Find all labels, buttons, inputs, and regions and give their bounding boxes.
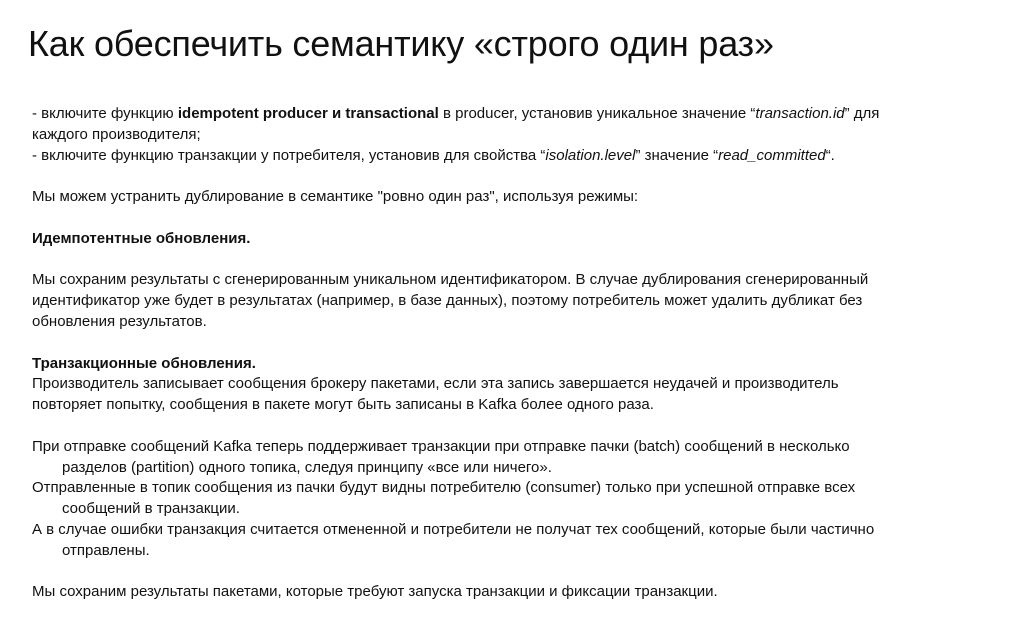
instruction-text: ” значение “ — [635, 146, 719, 164]
instruction-line-3 — [32, 146, 1007, 167]
spacer — [32, 166, 1007, 187]
slide-body — [32, 104, 1007, 603]
instruction-text: - включите функцию — [32, 105, 178, 122]
transactional-paragraph-line: повторяет попытку, сообщения в пакете могут быть записаны в Kafka более одного раза. — [32, 396, 654, 414]
instruction-text: ” для — [844, 105, 880, 122]
spacer — [32, 416, 1007, 437]
kafka-transactions-line-continued: отправлены. — [62, 541, 150, 559]
instruction-line-2: каждого производителя; — [32, 125, 201, 143]
kafka-transactions-line: При отправке сообщений Kafka теперь поддерживает транзакции при отправке пачки (batch) сообщений в несколько — [32, 437, 850, 455]
slide-title: Как обеспечить семантику «строго один раз» — [28, 23, 774, 64]
transactional-paragraph-line: Производитель записывает сообщения брокеру пакетами, если эта запись завершается неудачей и производитель — [32, 375, 839, 393]
instruction-text: в producer, установив уникальное значение “ — [438, 105, 756, 122]
config-key-isolation-level: isolation.level — [545, 146, 636, 164]
instruction-line-1 — [32, 104, 1007, 125]
kafka-transactions-line-continued: разделов (partition) одного топика, следуя принципу «все или ничего». — [62, 458, 552, 476]
instruction-text: “. — [825, 146, 835, 164]
idempotent-paragraph-line: идентификатор уже будет в результатах (например, в базе данных), поэтому потребитель может удалить дубликат без — [32, 292, 863, 310]
idempotent-paragraph-line: обновления результатов. — [32, 312, 207, 330]
kafka-transactions-line: Отправленные в топик сообщения из пачки будут видны потребителю (consumer) только при успешной отправке всех — [32, 479, 856, 497]
idempotent-paragraph-line: Мы сохраним результаты с сгенерированным уникальном идентификатором. В случае дублирования сгенерированный — [32, 271, 869, 289]
config-value-read-committed: read_committed — [718, 146, 826, 164]
spacer — [32, 333, 1007, 354]
instruction-text: - включите функцию транзакции у потребителя, установив для свойства “ — [32, 146, 546, 164]
spacer — [32, 250, 1007, 271]
kafka-transactions-line: А в случае ошибки транзакция считается отмененной и потребители не получат тех сообщений, которые были частично — [32, 520, 875, 538]
kafka-transactions-line-continued: сообщений в транзакции. — [62, 500, 240, 518]
spacer — [32, 208, 1007, 229]
config-key-transaction-id: transaction.id — [755, 105, 845, 122]
closing-line: Мы сохраним результаты пакетами, которые требуют запуска транзакции и фиксации транзакции. — [32, 583, 718, 601]
instruction-bold-term: idempotent producer и transactional — [177, 105, 439, 122]
heading-idempotent-updates: Идемпотентные обновления. — [32, 229, 251, 247]
heading-transactional-updates: Транзакционные обновления. — [32, 354, 256, 372]
modes-intro: Мы можем устранить дублирование в семантике "ровно один раз", используя режимы: — [32, 188, 639, 206]
spacer — [32, 562, 1007, 583]
